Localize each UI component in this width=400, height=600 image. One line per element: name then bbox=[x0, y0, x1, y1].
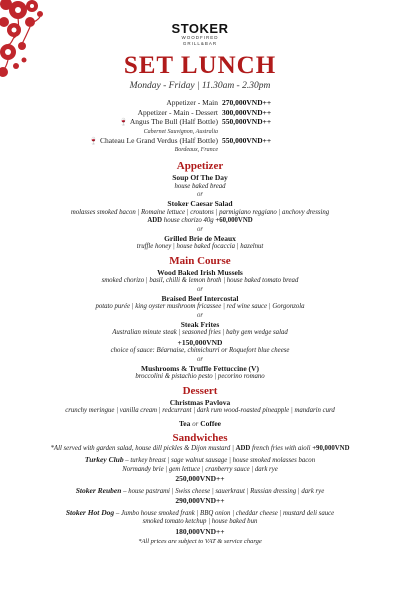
section-heading-main: Main Course bbox=[169, 254, 231, 267]
menu-item-name: Stoker Hot Dog bbox=[65, 507, 115, 517]
wine-glass-icon: 🍷 bbox=[119, 118, 128, 126]
wine-row bbox=[0, 136, 400, 147]
restaurant-logo bbox=[0, 22, 400, 47]
price-value: 300,000VND++ bbox=[222, 107, 272, 117]
sandwich-item: Stoker Hot Dog – Jumbo house smoked frank | BBQ onion | cheddar cheese | mustard deli sauce bbox=[65, 507, 335, 517]
wine-price: 550,000VND++ bbox=[222, 135, 272, 145]
menu-item-price: 250,000VND++ bbox=[175, 474, 225, 483]
wine-label: Chateau Le Grand Verdus (Half Bottle) bbox=[100, 135, 218, 145]
price-value: 270,000VND++ bbox=[222, 98, 272, 107]
section-heading-dessert: Dessert bbox=[182, 384, 218, 397]
or-separator: or bbox=[196, 311, 204, 319]
menu-item-desc: smoked tomato ketchup | house baked bun bbox=[142, 518, 258, 525]
menu-item-desc: Normandy brie | gem lettuce | cranberry sauce | dark rye bbox=[122, 465, 278, 473]
price-row bbox=[0, 98, 400, 108]
menu-item-addon: ADD house chorizo 40g +60,000VND bbox=[147, 217, 253, 224]
page-subtitle: Monday - Friday | 11.30am - 2.30pm bbox=[129, 81, 271, 91]
menu-item-desc: truffle honey | house baked focaccia | hazelnut bbox=[136, 243, 264, 250]
menu-item-name: Wood Baked Irish Mussels bbox=[157, 267, 243, 277]
menu-item-name: Soup Of The Day bbox=[172, 173, 228, 182]
sandwich-item: Turkey Club – turkey breast | sage walnut sausage | house smoked molasses bacon bbox=[84, 455, 316, 464]
section-heading-appetizer: Appetizer bbox=[176, 160, 224, 172]
or-separator: or bbox=[196, 285, 204, 293]
logo-tagline-2: GRILL&BAR bbox=[182, 41, 218, 46]
or-separator: or bbox=[196, 225, 204, 233]
wine-glass-icon: 🍷 bbox=[89, 136, 99, 145]
menu-item-name: Braised Beef Intercostal bbox=[161, 293, 239, 303]
menu-item-name: Stoker Caesar Salad bbox=[167, 199, 233, 208]
footer-note: *All prices are subject to VAT & service charge bbox=[138, 538, 262, 545]
menu-content bbox=[0, 52, 400, 546]
menu-item-sauce: choice of sauce: Béarnaise, chimichurri or Roquefort blue cheese bbox=[110, 347, 290, 354]
menu-item-name: Grilled Brie de Meaux bbox=[164, 233, 236, 243]
menu-item-price: 180,000VND++ bbox=[175, 526, 225, 536]
page-title: SET LUNCH bbox=[123, 52, 277, 79]
menu-item-desc: Australian minute steak | seasoned fries | baby gem wedge salad bbox=[112, 329, 288, 336]
menu-item-price: +150,000VND bbox=[177, 337, 223, 347]
menu-item-name: Steak Frites bbox=[180, 319, 220, 329]
wine-note: Bordeaux, France bbox=[174, 147, 218, 153]
section-heading-sandwiches: Sandwiches bbox=[172, 431, 228, 444]
wine-label: Angus The Bull (Half Bottle) bbox=[129, 117, 218, 126]
menu-item-desc: crunchy meringue | vanilla cream | redcurrant | dark rum wood-roasted pineapple | mandarin curd bbox=[65, 407, 335, 414]
or-separator: or bbox=[196, 355, 204, 363]
price-label: Appetizer - Main - Dessert bbox=[137, 107, 218, 117]
menu-item-desc: potato purée | king oyster mushroom fricassee | red wine sauce | Gorgonzola bbox=[95, 303, 305, 310]
wine-row bbox=[0, 117, 400, 128]
sandwich-item: Stoker Reuben – house pastrami | Swiss cheese | sauerkraut | Russian dressing | dark rye bbox=[75, 485, 325, 495]
menu-item-price: 290,000VND++ bbox=[175, 496, 225, 505]
drink-choice: Tea or Coffee bbox=[178, 418, 222, 428]
menu-item-name: Turkey Club bbox=[84, 455, 124, 464]
price-label: Appetizer - Main bbox=[166, 98, 218, 107]
menu-item-name: Mushrooms & Truffle Fettuccine (V) bbox=[141, 363, 259, 373]
price-row bbox=[0, 108, 400, 118]
menu-item-desc: molasses smoked bacon | Romaine lettuce | croutons | parmigiano reggiano | anchovy dressing bbox=[70, 208, 330, 216]
wine-note: Cabernet Sauvignon, Australia bbox=[143, 128, 218, 135]
menu-item-desc: smoked chorizo | basil, chilli & lemon broth | house baked tomato bread bbox=[101, 277, 299, 284]
logo-name: STOKER bbox=[171, 21, 229, 36]
price-list bbox=[0, 98, 400, 154]
or-separator: or bbox=[196, 191, 204, 198]
menu-item-desc: broccolini & pistachio pesto | pecorino romano bbox=[135, 373, 265, 380]
menu-item-name: Stoker Reuben bbox=[75, 485, 122, 495]
sandwich-served-note: *All served with garden salad, house dill pickles & Dijon mustard | ADD french fries with aioli +90,000VND bbox=[50, 444, 350, 452]
menu-item-desc: house baked bread bbox=[174, 182, 226, 190]
menu-item-name: Christmas Pavlova bbox=[169, 397, 231, 407]
wine-price: 550,000VND++ bbox=[222, 117, 272, 126]
logo-tagline-1: WOODFIRED bbox=[181, 35, 219, 40]
